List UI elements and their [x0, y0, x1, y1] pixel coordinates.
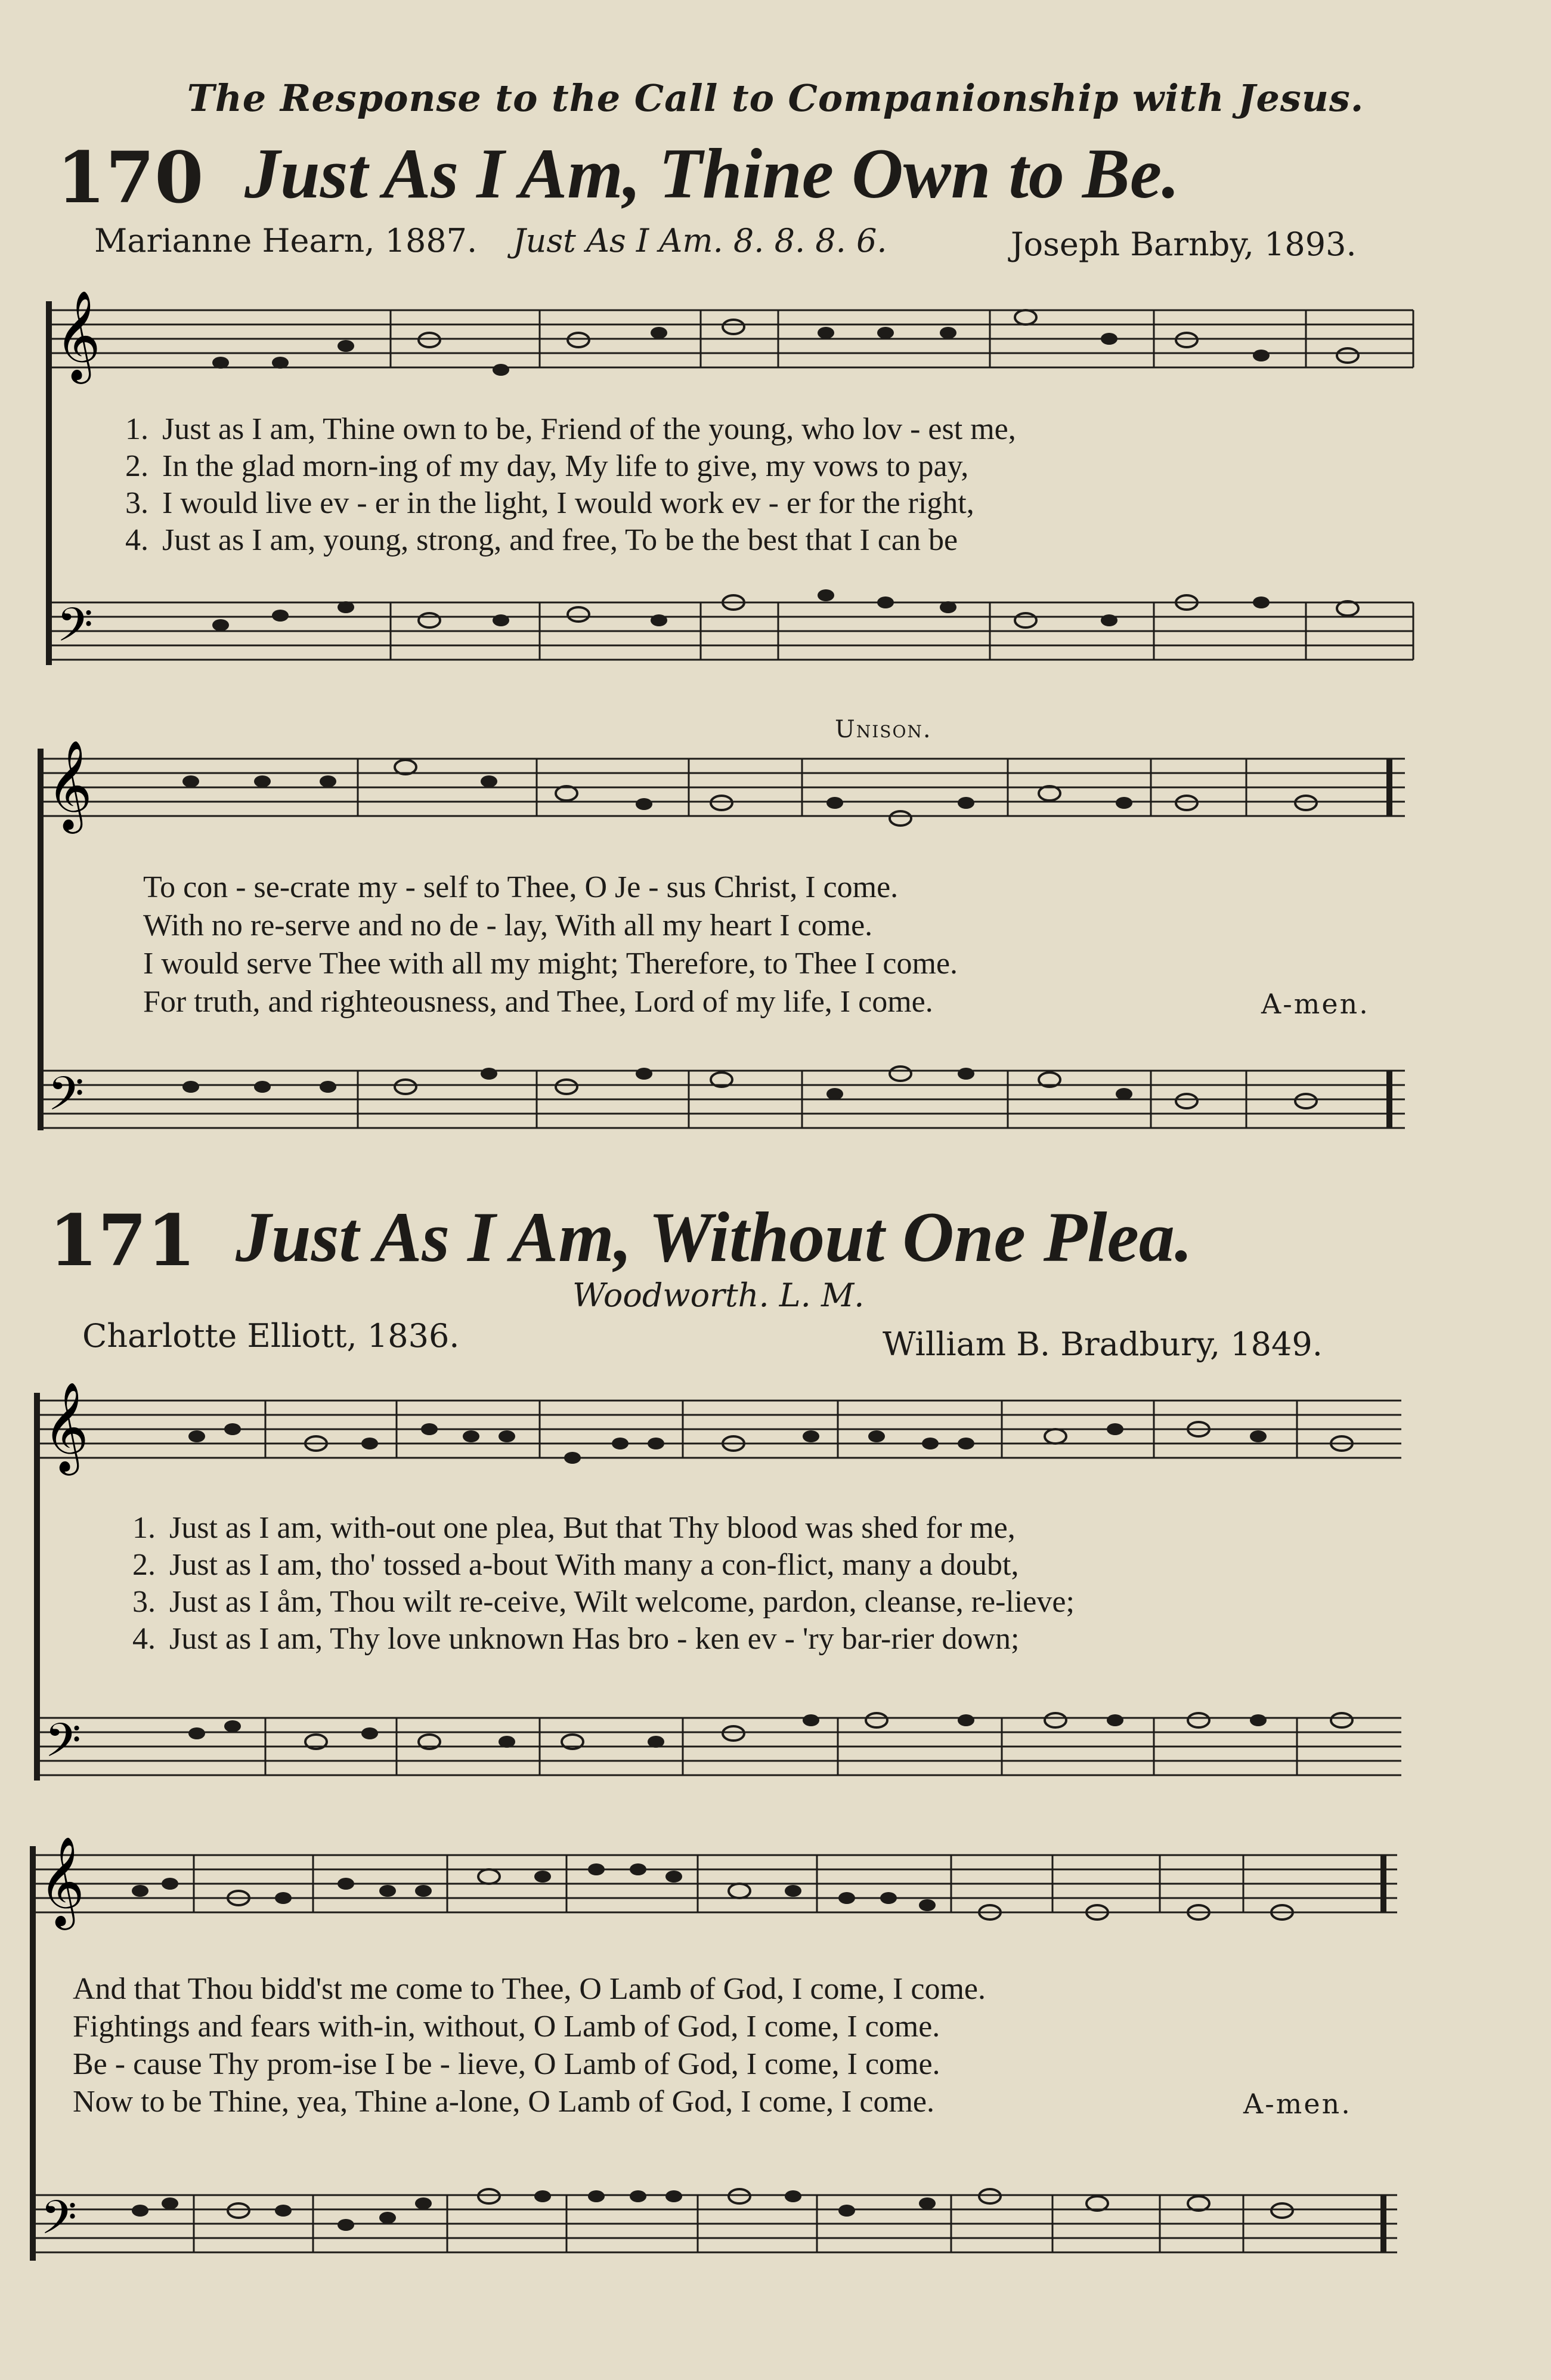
- verse-line: 4. Just as I am, Thy love unknown Has bro - ken ev - 'ry bar-rier down;: [132, 1622, 1020, 1656]
- svg-text:𝄞: 𝄞: [47, 739, 92, 830]
- composer-credit: William B. Bradbury, 1849.: [883, 1325, 1323, 1363]
- author-credit: Charlotte Elliott, 1836.: [82, 1317, 460, 1355]
- svg-text:𝄞: 𝄞: [43, 1381, 89, 1472]
- verse-line: Be - cause Thy prom-ise I be - lieve, O Lamb of God, I come, I come.: [73, 2047, 940, 2081]
- author-credit: Marianne Hearn, 1887.: [94, 222, 478, 259]
- tune-name: Woodworth. L. M.: [572, 1276, 865, 1314]
- verse-line: And that Thou bidd'st me come to Thee, O Lamb of God, I come, I come.: [73, 1972, 986, 2006]
- hymn-title: Just As I Am, Without One Plea.: [236, 1197, 1193, 1276]
- svg-text:𝄞: 𝄞: [55, 289, 101, 380]
- unison-marking: Unison.: [835, 716, 932, 743]
- verse-line: 4. Just as I am, young, strong, and free, To be the best that I can be: [125, 523, 958, 557]
- verse-line: 1. Just as I am, with-out one plea, But that Thy blood was shed for me,: [132, 1511, 1016, 1545]
- svg-text:𝄞: 𝄞: [39, 1835, 85, 1926]
- svg-text:𝄢: 𝄢: [57, 598, 94, 664]
- verse-line: For truth, and righteousness, and Thee, Lord of my life, I come.: [143, 985, 933, 1019]
- svg-text:𝄢: 𝄢: [48, 1067, 85, 1133]
- hymn-number: 171: [49, 1199, 196, 1282]
- svg-text:𝄢: 𝄢: [41, 2191, 78, 2257]
- verse-line: 2. In the glad morn-ing of my day, My life to give, my vows to pay,: [125, 449, 969, 483]
- composer-credit: Joseph Barnby, 1893.: [1011, 225, 1357, 263]
- running-head: The Response to the Call to Companionship with Jesus.: [187, 76, 1364, 120]
- verse-line: 2. Just as I am, tho' tossed a-bout With many a con-flict, many a doubt,: [132, 1548, 1019, 1582]
- verse-line: I would serve Thee with all my might; Therefore, to Thee I come.: [143, 947, 958, 981]
- verse-line: Fightings and fears with-in, without, O Lamb of God, I come, I come.: [73, 2010, 940, 2044]
- hymn-number: 170: [57, 136, 204, 219]
- verse-line: To con - se-crate my - self to Thee, O Je - sus Christ, I come.: [143, 870, 899, 904]
- amen-label: A-men.: [1261, 988, 1370, 1020]
- verse-line: 1. Just as I am, Thine own to be, Friend of the young, who lov - est me,: [125, 412, 1016, 446]
- verse-line: Now to be Thine, yea, Thine a-lone, O Lamb of God, I come, I come.: [73, 2085, 934, 2119]
- verse-line: 3. Just as I åm, Thou wilt re-ceive, Wilt welcome, pardon, cleanse, re-lieve;: [132, 1585, 1075, 1619]
- svg-text:𝄢: 𝄢: [45, 1714, 82, 1779]
- hymn-title: Just As I Am, Thine Own to Be.: [244, 134, 1180, 213]
- amen-label: A-men.: [1243, 2088, 1352, 2120]
- verse-line: 3. I would live ev - er in the light, I would work ev - er for the right,: [125, 486, 974, 520]
- verse-line: With no re-serve and no de - lay, With all my heart I come.: [143, 908, 873, 942]
- tune-name: Just As I Am. 8. 8. 8. 6.: [513, 222, 887, 259]
